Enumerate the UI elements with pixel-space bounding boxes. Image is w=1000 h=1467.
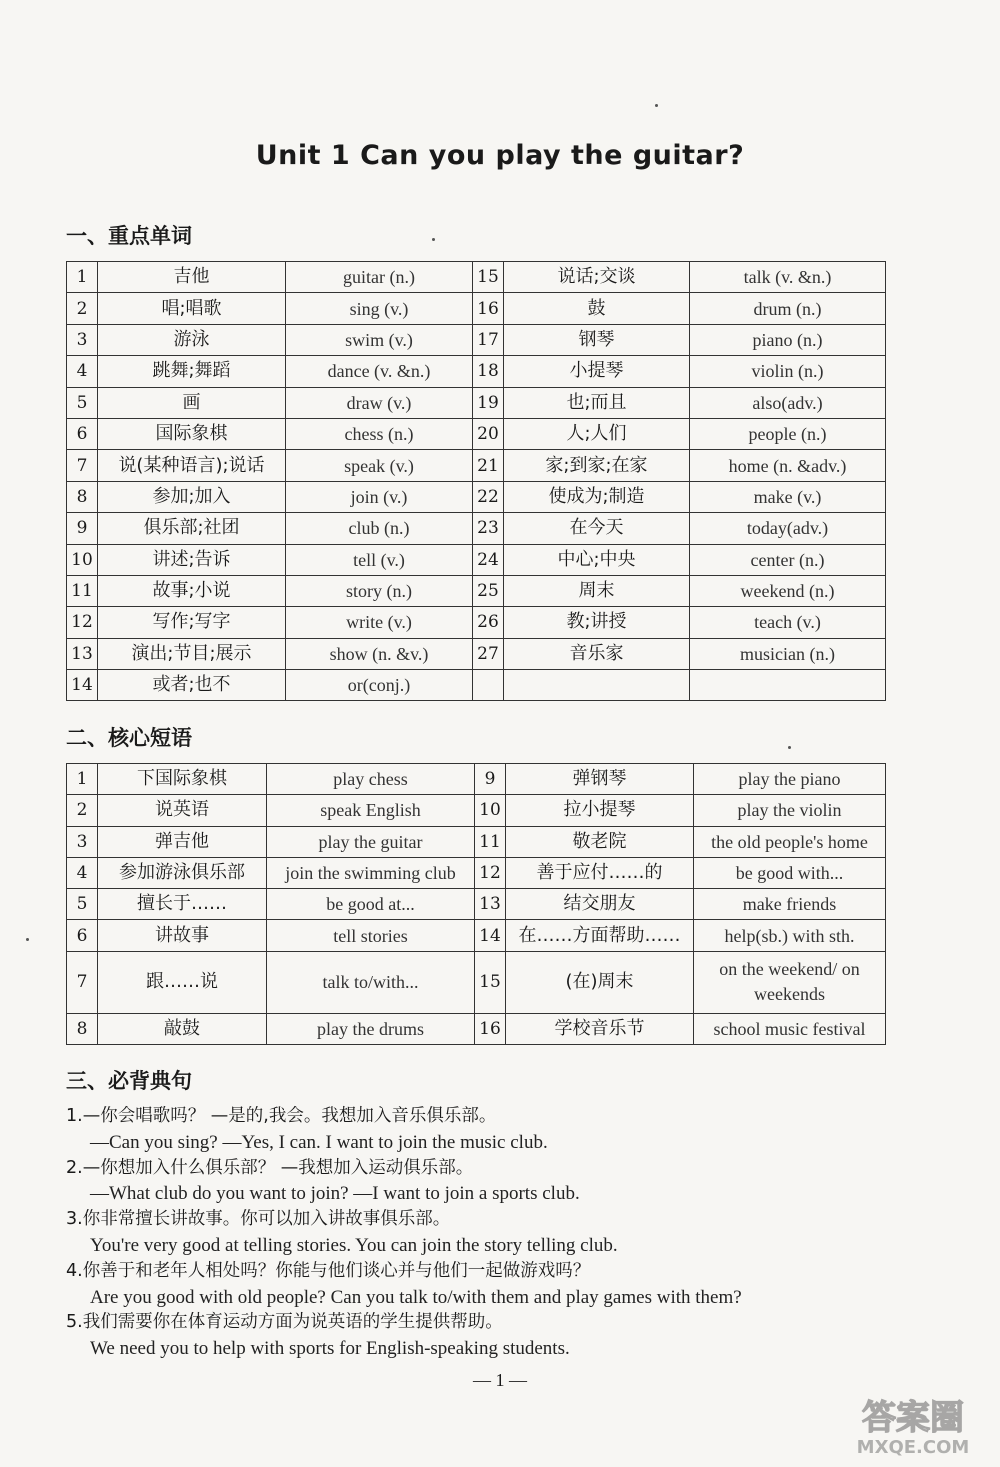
cell-english: sing (v.) — [286, 293, 473, 324]
table-row — [67, 544, 886, 575]
watermark-bottom: MXQE.COM — [856, 1437, 970, 1458]
cell-index: 18 — [473, 356, 504, 387]
cell-english: chess (n.) — [286, 418, 473, 449]
cell-chinese: 在今天 — [504, 513, 690, 544]
cell-english: center (n.) — [690, 544, 886, 575]
cell-chinese: 音乐家 — [504, 638, 690, 669]
cell-chinese: 讲故事 — [98, 920, 267, 951]
table-row — [67, 638, 886, 669]
sentence-chinese: 3.你非常擅长讲故事。你可以加入讲故事俱乐部。 — [66, 1209, 451, 1230]
cell-index: 1 — [67, 764, 98, 795]
cell-english: drum (n.) — [690, 293, 886, 324]
cell-index: 3 — [67, 826, 98, 857]
cell-english: write (v.) — [286, 607, 473, 638]
cell-english: weekend (n.) — [690, 575, 886, 606]
cell-chinese: 教;讲授 — [504, 607, 690, 638]
cell-index: 15 — [473, 262, 504, 293]
cell-index: 9 — [67, 513, 98, 544]
cell-english: club (n.) — [286, 513, 473, 544]
table-row — [67, 764, 886, 795]
cell-english: teach (v.) — [690, 607, 886, 638]
cell-index: 16 — [475, 1013, 506, 1044]
watermark-top: 答案圈 — [862, 1398, 964, 1438]
cell-index — [473, 670, 504, 701]
cell-english: talk (v. &n.) — [690, 262, 886, 293]
table-row — [67, 481, 886, 512]
cell-english: make friends — [694, 889, 886, 920]
cell-chinese: 结交朋友 — [506, 889, 694, 920]
cell-english: on the weekend/ on weekends — [694, 951, 886, 1013]
cell-index: 2 — [67, 293, 98, 324]
cell-english: speak English — [267, 795, 475, 826]
cell-index: 20 — [473, 418, 504, 449]
cell-chinese: 国际象棋 — [98, 418, 286, 449]
table-row — [67, 670, 886, 701]
cell-english: the old people's home — [694, 826, 886, 857]
phrases-heading: 二、核心短语 — [66, 726, 192, 750]
cell-index: 10 — [475, 795, 506, 826]
cell-english: story (n.) — [286, 575, 473, 606]
cell-english: make (v.) — [690, 481, 886, 512]
table-row — [67, 293, 886, 324]
cell-english — [690, 670, 886, 701]
cell-english: be good with... — [694, 857, 886, 888]
cell-english: play the piano — [694, 764, 886, 795]
table-row — [67, 951, 886, 1013]
cell-index: 11 — [67, 575, 98, 606]
cell-index: 4 — [67, 857, 98, 888]
cell-chinese: 学校音乐节 — [506, 1013, 694, 1044]
cell-index: 13 — [67, 638, 98, 669]
cell-chinese: 说话;交谈 — [504, 262, 690, 293]
cell-chinese: 下国际象棋 — [98, 764, 267, 795]
cell-index: 13 — [475, 889, 506, 920]
cell-index: 23 — [473, 513, 504, 544]
cell-english: also(adv.) — [690, 387, 886, 418]
cell-index: 22 — [473, 481, 504, 512]
table-row — [67, 889, 886, 920]
cell-english: or(conj.) — [286, 670, 473, 701]
sentence-english: —Can you sing? —Yes, I can. I want to join the music club. — [90, 1131, 548, 1153]
cell-english: tell stories — [267, 920, 475, 951]
cell-index: 11 — [475, 826, 506, 857]
cell-chinese: 人;人们 — [504, 418, 690, 449]
cell-index: 6 — [67, 920, 98, 951]
cell-chinese: 周末 — [504, 575, 690, 606]
table-row — [67, 575, 886, 606]
cell-index: 17 — [473, 324, 504, 355]
cell-index: 4 — [67, 356, 98, 387]
cell-chinese: 参加;加入 — [98, 481, 286, 512]
cell-index: 24 — [473, 544, 504, 575]
cell-chinese: 唱;唱歌 — [98, 293, 286, 324]
page-title: Unit 1 Can you play the guitar? — [255, 140, 745, 171]
cell-english: tell (v.) — [286, 544, 473, 575]
words-heading: 一、重点单词 — [66, 224, 192, 248]
cell-index: 2 — [67, 795, 98, 826]
cell-english: show (n. &v.) — [286, 638, 473, 669]
sentence-english: —What club do you want to join? —I want to join a sports club. — [90, 1183, 580, 1205]
sentence-chinese: 4.你善于和老年人相处吗？你能与他们谈心并与他们一起做游戏吗？ — [66, 1260, 591, 1281]
cell-chinese: 演出;节目;展示 — [98, 638, 286, 669]
cell-english: talk to/with... — [267, 951, 475, 1013]
cell-index: 8 — [67, 1013, 98, 1044]
cell-english: join the swimming club — [267, 857, 475, 888]
sentences-heading: 三、必背典句 — [66, 1069, 192, 1093]
cell-chinese: 擅长于…… — [98, 889, 267, 920]
table-row — [67, 513, 886, 544]
cell-chinese: 善于应付……的 — [506, 857, 694, 888]
cell-chinese: 敬老院 — [506, 826, 694, 857]
cell-chinese: 跟……说 — [98, 951, 267, 1013]
scan-speck — [788, 746, 791, 749]
cell-english: violin (n.) — [690, 356, 886, 387]
sentence-english: Are you good with old people? Can you talk to/with them and play games with them? — [90, 1286, 742, 1308]
cell-english: play the guitar — [267, 826, 475, 857]
table-row — [67, 450, 886, 481]
cell-index: 6 — [67, 418, 98, 449]
cell-index: 26 — [473, 607, 504, 638]
core-phrases-table — [66, 763, 886, 1045]
cell-chinese: (在)周末 — [506, 951, 694, 1013]
cell-chinese: 说(某种语言);说话 — [98, 450, 286, 481]
cell-chinese: 吉他 — [98, 262, 286, 293]
cell-english: be good at... — [267, 889, 475, 920]
cell-index: 12 — [475, 857, 506, 888]
cell-chinese: 敲鼓 — [98, 1013, 267, 1044]
cell-index: 5 — [67, 889, 98, 920]
cell-index: 25 — [473, 575, 504, 606]
cell-index: 21 — [473, 450, 504, 481]
table-row — [67, 356, 886, 387]
cell-english: guitar (n.) — [286, 262, 473, 293]
cell-chinese: 说英语 — [98, 795, 267, 826]
cell-english: join (v.) — [286, 481, 473, 512]
key-words-table — [66, 261, 886, 701]
table-row — [67, 920, 886, 951]
cell-chinese: 跳舞;舞蹈 — [98, 356, 286, 387]
cell-index: 8 — [67, 481, 98, 512]
cell-index: 5 — [67, 387, 98, 418]
cell-index: 15 — [475, 951, 506, 1013]
cell-chinese: 讲述;告诉 — [98, 544, 286, 575]
cell-english: play the drums — [267, 1013, 475, 1044]
cell-chinese: 俱乐部;社团 — [98, 513, 286, 544]
cell-english: people (n.) — [690, 418, 886, 449]
cell-english: play the violin — [694, 795, 886, 826]
sentence-chinese: 5.我们需要你在体育运动方面为说英语的学生提供帮助。 — [66, 1312, 503, 1333]
sentence-chinese: 1.—你会唱歌吗？ —是的,我会。我想加入音乐俱乐部。 — [66, 1106, 497, 1126]
table-row — [67, 418, 886, 449]
cell-chinese: 钢琴 — [504, 324, 690, 355]
cell-chinese: 写作;写字 — [98, 607, 286, 638]
cell-chinese: 也;而且 — [504, 387, 690, 418]
cell-english: dance (v. &n.) — [286, 356, 473, 387]
cell-index: 14 — [475, 920, 506, 951]
cell-chinese — [504, 670, 690, 701]
scan-speck — [655, 104, 658, 107]
table-row — [67, 607, 886, 638]
cell-index: 7 — [67, 951, 98, 1013]
sentence-english: You're very good at telling stories. You can join the story telling club. — [90, 1234, 618, 1256]
table-row — [67, 795, 886, 826]
cell-chinese: 游泳 — [98, 324, 286, 355]
page-number: — 1 — — [473, 1370, 527, 1390]
table-row — [67, 262, 886, 293]
watermark-logo — [838, 1391, 988, 1459]
cell-chinese: 画 — [98, 387, 286, 418]
table-row — [67, 387, 886, 418]
cell-index: 16 — [473, 293, 504, 324]
cell-english: today(adv.) — [690, 513, 886, 544]
cell-chinese: 中心;中央 — [504, 544, 690, 575]
cell-index: 1 — [67, 262, 98, 293]
cell-chinese: 拉小提琴 — [506, 795, 694, 826]
cell-chinese: 弹钢琴 — [506, 764, 694, 795]
cell-chinese: 小提琴 — [504, 356, 690, 387]
cell-english: draw (v.) — [286, 387, 473, 418]
sentence-english: We need you to help with sports for English-speaking students. — [90, 1338, 570, 1360]
cell-chinese: 在……方面帮助…… — [506, 920, 694, 951]
cell-index: 10 — [67, 544, 98, 575]
cell-english: speak (v.) — [286, 450, 473, 481]
cell-english: help(sb.) with sth. — [694, 920, 886, 951]
table-row — [67, 857, 886, 888]
cell-chinese: 家;到家;在家 — [504, 450, 690, 481]
scan-speck — [432, 238, 435, 241]
cell-english: home (n. &adv.) — [690, 450, 886, 481]
table-row — [67, 1013, 886, 1044]
cell-chinese: 参加游泳俱乐部 — [98, 857, 267, 888]
cell-index: 3 — [67, 324, 98, 355]
cell-index: 27 — [473, 638, 504, 669]
cell-chinese: 或者;也不 — [98, 670, 286, 701]
cell-english: school music festival — [694, 1013, 886, 1044]
sentence-chinese: 2.—你想加入什么俱乐部？ —我想加入运动俱乐部。 — [66, 1157, 474, 1178]
cell-index: 19 — [473, 387, 504, 418]
cell-index: 14 — [67, 670, 98, 701]
table-row — [67, 324, 886, 355]
cell-english: piano (n.) — [690, 324, 886, 355]
cell-english: swim (v.) — [286, 324, 473, 355]
cell-index: 9 — [475, 764, 506, 795]
cell-chinese: 故事;小说 — [98, 575, 286, 606]
cell-chinese: 使成为;制造 — [504, 481, 690, 512]
cell-chinese: 鼓 — [504, 293, 690, 324]
table-row — [67, 826, 886, 857]
cell-index: 12 — [67, 607, 98, 638]
sentence-list — [66, 1104, 926, 1362]
scan-speck — [26, 938, 29, 941]
cell-index: 7 — [67, 450, 98, 481]
cell-english: play chess — [267, 764, 475, 795]
cell-chinese: 弹吉他 — [98, 826, 267, 857]
cell-english: musician (n.) — [690, 638, 886, 669]
